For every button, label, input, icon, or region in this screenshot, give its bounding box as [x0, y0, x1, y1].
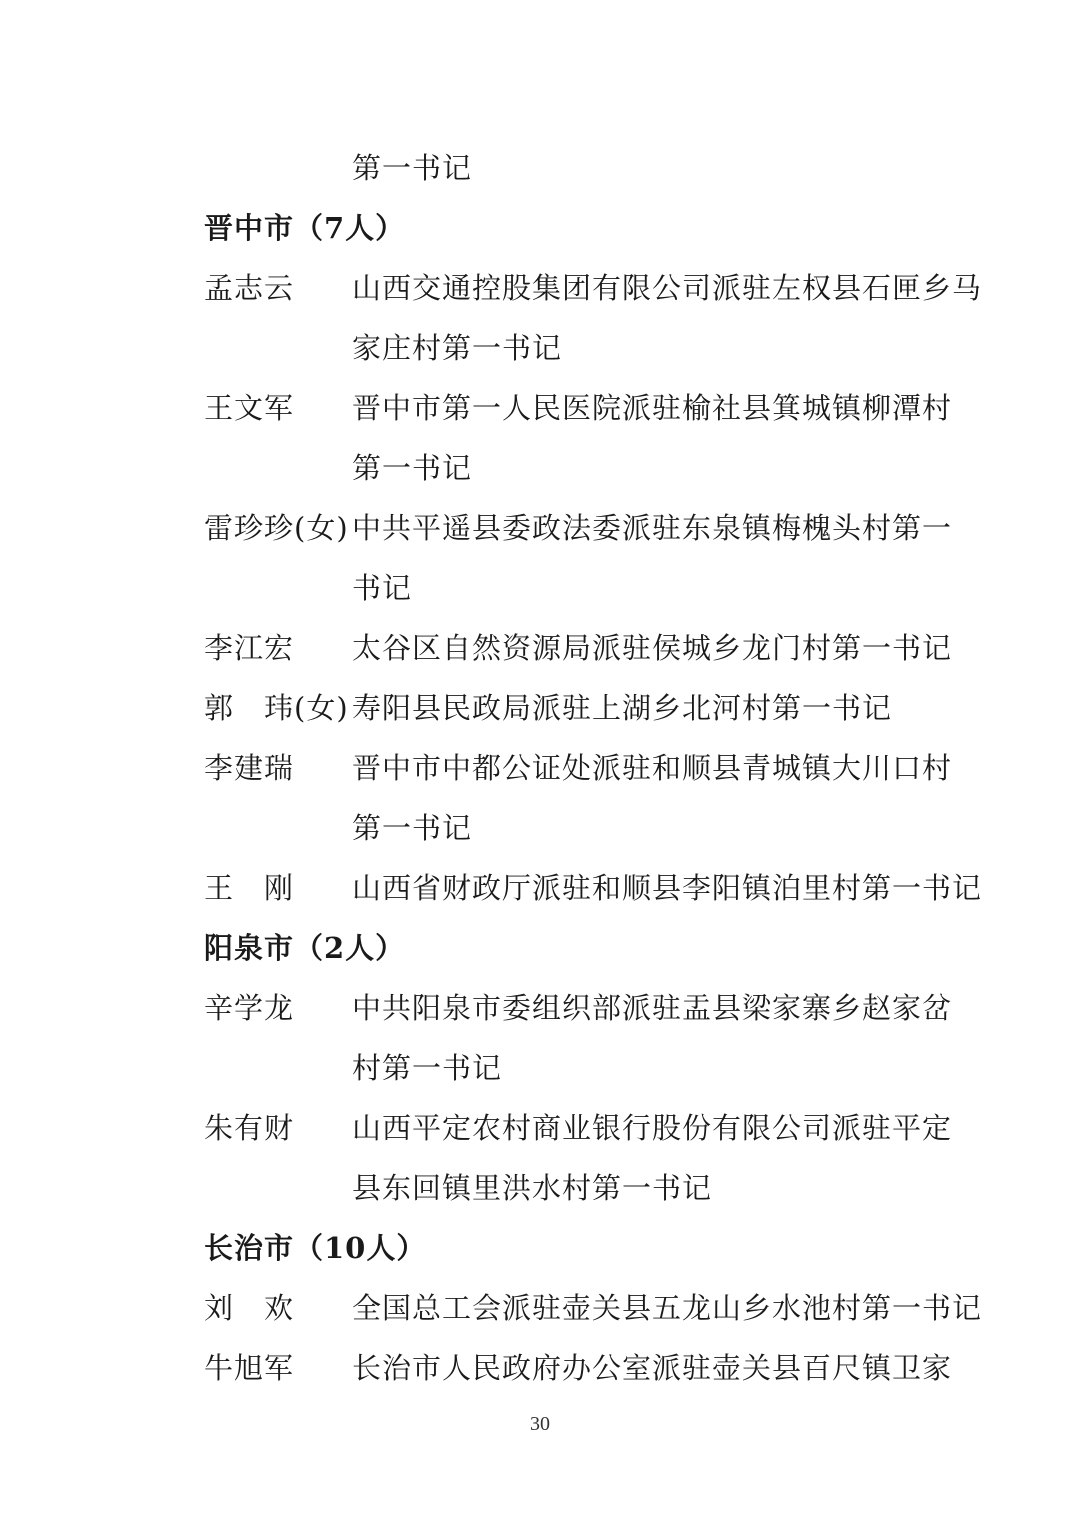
entry-name: 雷珍珍(女) [204, 511, 349, 545]
entry-name: 王文军 [204, 391, 295, 425]
entry-description: 山西省财政厅派驻和顺县李阳镇泊里村第一书记 [352, 871, 983, 905]
entry-name: 孟志云 [204, 271, 295, 305]
entry-description: 中共阳泉市委组织部派驻盂县梁家寨乡赵家岔 [352, 991, 953, 1025]
entry-name: 朱有财 [204, 1111, 295, 1145]
entry-description: 长治市人民政府办公室派驻壶关县百尺镇卫家 [352, 1351, 953, 1385]
entry-description-cont: 第一书记 [352, 451, 473, 485]
entry-name: 李江宏 [204, 631, 295, 665]
entry-description-cont: 村第一书记 [352, 1051, 503, 1085]
entry-description: 山西平定农村商业银行股份有限公司派驻平定 [352, 1111, 953, 1145]
entry-description-cont: 书记 [352, 571, 413, 605]
page-number: 30 [530, 1413, 550, 1435]
entry-name: 刘 欢 [204, 1291, 295, 1325]
entry-description-cont: 家庄村第一书记 [352, 331, 563, 365]
carry-over-text: 第一书记 [352, 151, 473, 185]
entry-name: 王 刚 [204, 871, 295, 905]
entry-description: 太谷区自然资源局派驻侯城乡龙门村第一书记 [352, 631, 953, 665]
entry-description-cont: 县东回镇里洪水村第一书记 [352, 1171, 713, 1205]
entry-name: 郭 玮(女) [204, 691, 349, 725]
section-heading-changzhi: 长治市（10人） [204, 1231, 427, 1265]
entry-name: 李建瑞 [204, 751, 295, 785]
entry-description: 晋中市中都公证处派驻和顺县青城镇大川口村 [352, 751, 953, 785]
entry-name: 辛学龙 [204, 991, 295, 1025]
entry-description: 寿阳县民政局派驻上湖乡北河村第一书记 [352, 691, 893, 725]
section-heading-jinzhong: 晋中市（7人） [204, 211, 406, 245]
entry-description: 全国总工会派驻壶关县五龙山乡水池村第一书记 [352, 1291, 983, 1325]
entry-description: 山西交通控股集团有限公司派驻左权县石匣乡马 [352, 271, 983, 305]
entry-name: 牛旭军 [204, 1351, 295, 1385]
entry-description: 晋中市第一人民医院派驻榆社县箕城镇柳潭村 [352, 391, 953, 425]
entry-description-cont: 第一书记 [352, 811, 473, 845]
section-heading-yangquan: 阳泉市（2人） [204, 931, 406, 965]
entry-description: 中共平遥县委政法委派驻东泉镇梅槐头村第一 [352, 511, 953, 545]
